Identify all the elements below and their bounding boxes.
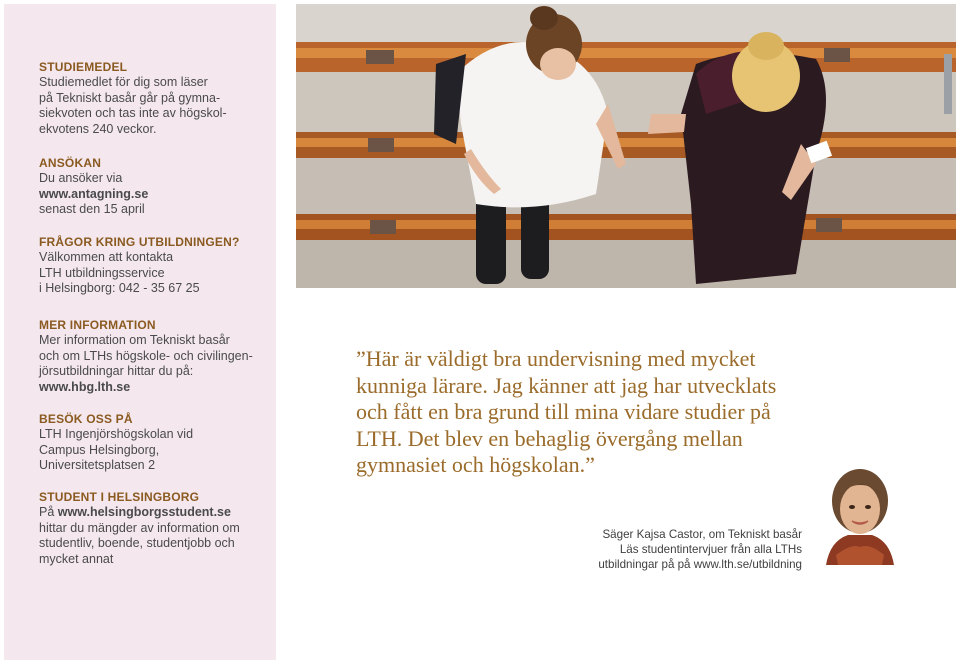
attribution-line: Läs studentintervjuer från alla LTHs [619, 543, 802, 557]
mer-info-line: Mer information om Tekniskt basår [39, 333, 230, 348]
kajsa-castor-portrait [822, 465, 898, 565]
ansokan-heading: ANSÖKAN [39, 156, 102, 170]
section-besok [39, 412, 264, 474]
quote-line: ”Här är väldigt bra undervisning med mycket [356, 346, 756, 371]
studiemedel-line: ekvotens 240 veckor. [39, 121, 157, 136]
quote-line: gymnasiet och högskolan.” [356, 452, 595, 477]
fragor-line: Välkommen att kontakta [39, 250, 174, 265]
student-heading: STUDENT I HELSINGBORG [39, 490, 200, 504]
fragor-line: i Helsingborg: 042 - 35 67 25 [39, 281, 200, 296]
student-prefix: På [39, 505, 55, 520]
quote-line: LTH. Det blev en behaglig övergång mellan [356, 425, 743, 451]
student-line: mycket annat [39, 551, 114, 566]
students-stairs-photo [296, 4, 956, 288]
ansokan-line: Du ansöker via [39, 171, 123, 186]
stairs-illustration [296, 4, 956, 288]
attribution-line: utbildningar på på www.lth.se/utbildning [598, 558, 802, 572]
section-fragor [39, 235, 264, 297]
section-studiemedel [39, 60, 264, 137]
fragor-heading: FRÅGOR KRING UTBILDNINGEN? [39, 235, 240, 249]
helsingborgsstudent-link[interactable]: www.helsingborgsstudent.se [57, 505, 231, 520]
studiemedel-line: siekvoten och tas inte av högskol- [39, 106, 227, 121]
besok-line: Universitetsplatsen 2 [39, 458, 156, 473]
besok-heading: BESÖK OSS PÅ [39, 412, 133, 426]
ansokan-line: senast den 15 april [39, 202, 145, 217]
attribution-line: Säger Kajsa Castor, om Tekniskt basår [602, 528, 802, 541]
student-link-line [39, 505, 264, 520]
antagning-link[interactable]: www.antagning.se [39, 186, 149, 201]
student-line: hittar du mängder av information om [39, 520, 240, 535]
mer-info-heading: MER INFORMATION [39, 318, 156, 332]
student-line: studentliv, boende, studentjobb och [39, 536, 235, 551]
besok-line: LTH Ingenjörshögskolan vid [39, 427, 194, 442]
quote-line: kunniga lärare. Jag känner att jag har utvecklats [356, 372, 777, 398]
quote-attribution [556, 527, 802, 573]
studiemedel-line: Studiemedlet för dig som läser [39, 75, 208, 90]
mer-info-line: och om LTHs högskole- och civilingen- [39, 348, 253, 363]
section-student [39, 490, 264, 567]
quote-line: och fått en bra grund till mina vidare studier på [356, 399, 771, 424]
studiemedel-heading: STUDIEMEDEL [39, 60, 128, 74]
fragor-line: LTH utbildningsservice [39, 265, 165, 280]
section-mer-information [39, 318, 264, 395]
portrait-illustration [822, 465, 898, 565]
section-ansokan [39, 156, 264, 218]
studiemedel-line: på Tekniskt basår går på gymna- [39, 90, 221, 105]
besok-line: Campus Helsingborg, [39, 442, 160, 457]
mer-info-line: jörsutbildningar hittar du på: [39, 364, 194, 379]
hbg-lth-link[interactable]: www.hbg.lth.se [39, 379, 131, 394]
student-quote [356, 346, 826, 479]
